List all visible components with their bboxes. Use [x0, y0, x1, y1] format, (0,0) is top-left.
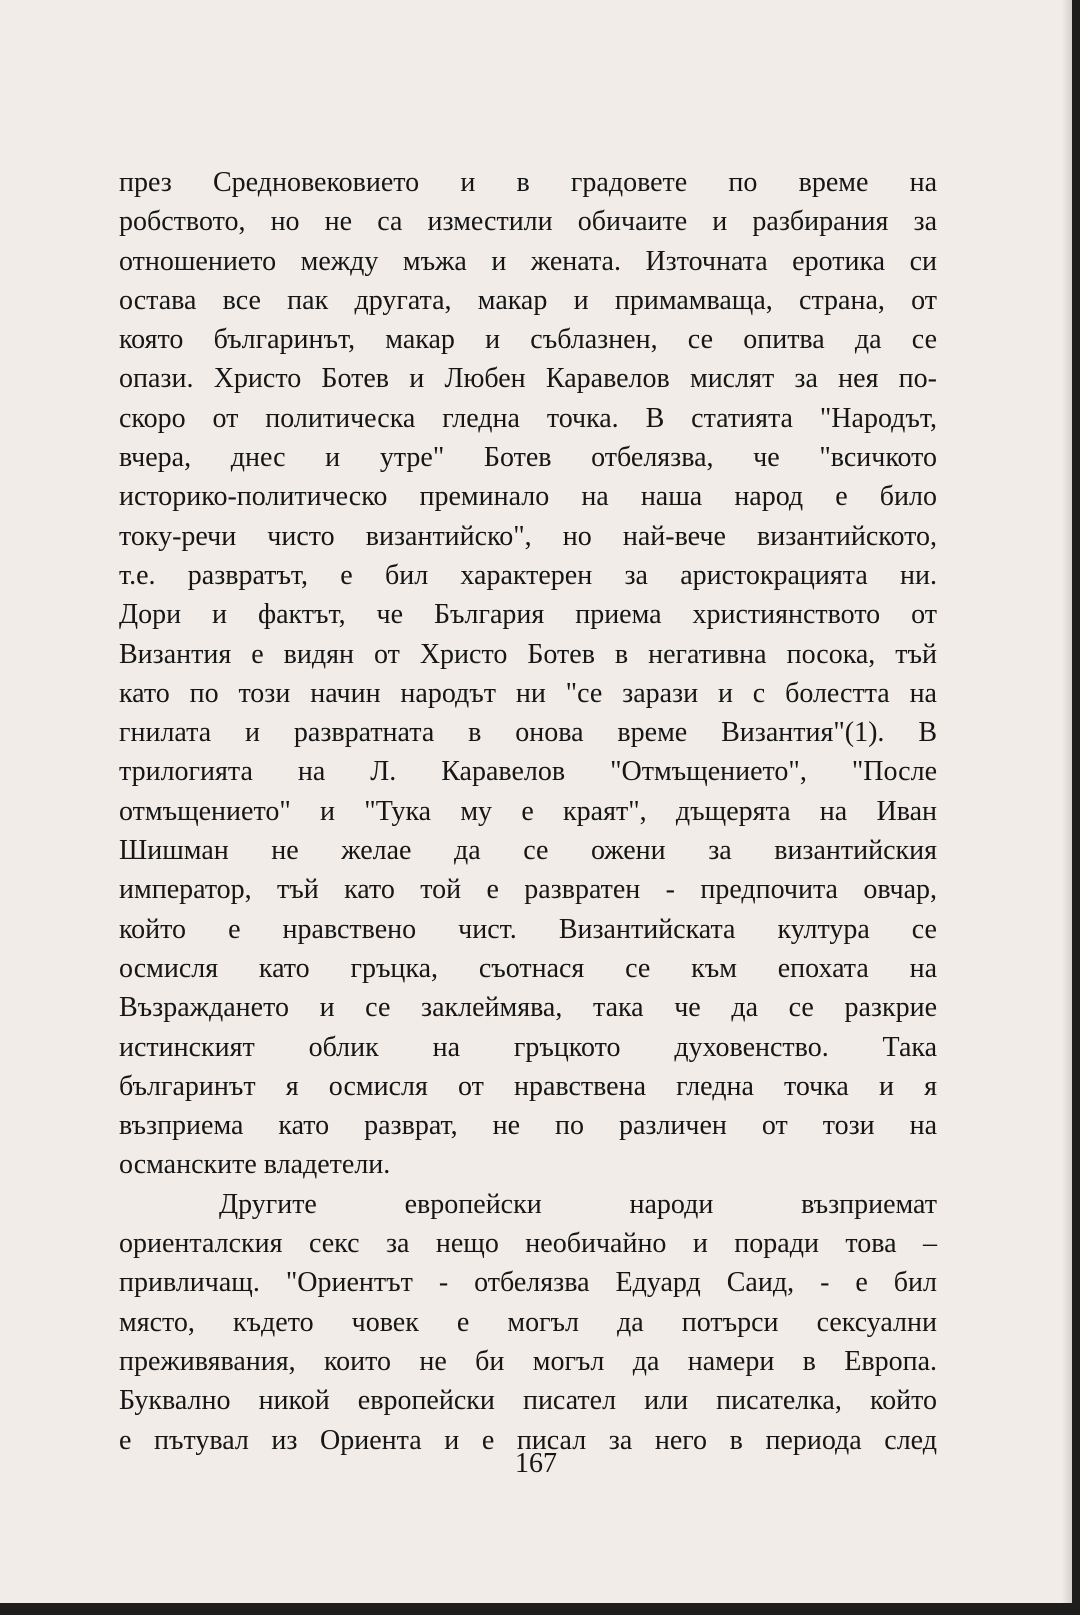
text-line: е пътувал из Ориента и е писал за него в периода след: [119, 1424, 937, 1456]
text-line: която българинът, макар и съблазнен, се опитва да се: [119, 324, 937, 356]
text-line: Възраждането и се заклеймява, така че да се разкрие: [119, 992, 937, 1024]
text-line: българинът я осмисля от нравствена гледна точка и я: [119, 1070, 937, 1102]
text-line: трилогията на Л. Каравелов "Отмъщението", "После: [119, 756, 937, 788]
paragraph-start-line: Другите европейски народи възприемат: [219, 1188, 937, 1220]
text-line: възприема като разврат, не по различен от този на: [119, 1110, 937, 1142]
page-number: 167: [515, 1448, 557, 1479]
text-line: т.е. развратът, е бил характерен за аристокрацията ни.: [119, 559, 937, 591]
page-edge-shadow: [1062, 0, 1072, 1603]
text-line: като по този начин народът ни "се зарази и с болестта на: [119, 677, 937, 709]
text-line: остава все пак другата, макар и примамваща, страна, от: [119, 284, 937, 316]
text-line: ориенталския секс за нещо необичайно и поради това –: [119, 1228, 937, 1260]
text-line: историко-политическо преминало на наша народ е било: [119, 481, 937, 513]
text-line: император, тъй като той е развратен - предпочита овчар,: [119, 874, 937, 906]
text-line: робството, но не са изместили обичаите и разбирания за: [119, 206, 937, 238]
text-line: гнилата и развратната в онова време Византия"(1). В: [119, 717, 937, 749]
text-line: скоро от политическа гледна точка. В статията "Народът,: [119, 402, 937, 434]
text-line: Дори и фактът, че България приема християнството от: [119, 599, 937, 631]
paragraph-end-line: османските владетели.: [119, 1149, 391, 1181]
text-line: истинският облик на гръцкото духовенство. Така: [119, 1031, 937, 1063]
body-text: [119, 163, 937, 1460]
text-line: Буквално никой европейски писател или писателка, който: [119, 1385, 937, 1417]
text-line: осмисля като гръцка, съотнася се към епохата на: [119, 952, 937, 984]
text-line: привличащ. "Ориентът - отбелязва Едуард Саид, - е бил: [119, 1267, 937, 1299]
text-line: току-речи чисто византийско", но най-вече византийското,: [119, 520, 937, 552]
text-line: отношението между мъжа и жената. Източната еротика си: [119, 245, 937, 277]
text-line: преживявания, които не би могъл да намери в Европа.: [119, 1345, 937, 1377]
text-line: който е нравствено чист. Византийската култура се: [119, 913, 937, 945]
text-line: през Средновековието и в градовете по време на: [119, 167, 937, 198]
text-line: отмъщението" и "Тука му е краят", дъщерята на Иван: [119, 795, 937, 827]
text-line: място, където човек е могъл да потърси сексуални: [119, 1306, 937, 1338]
text-line: Византия е видян от Христо Ботев в негативна посока, тъй: [119, 638, 937, 670]
text-line: опази. Христо Ботев и Любен Каравелов мислят за нея по-: [119, 363, 937, 395]
text-line: Шишман не желае да се ожени за византийския: [119, 835, 937, 867]
text-line: вчера, днес и утре" Ботев отбелязва, че "всичкото: [119, 442, 937, 474]
